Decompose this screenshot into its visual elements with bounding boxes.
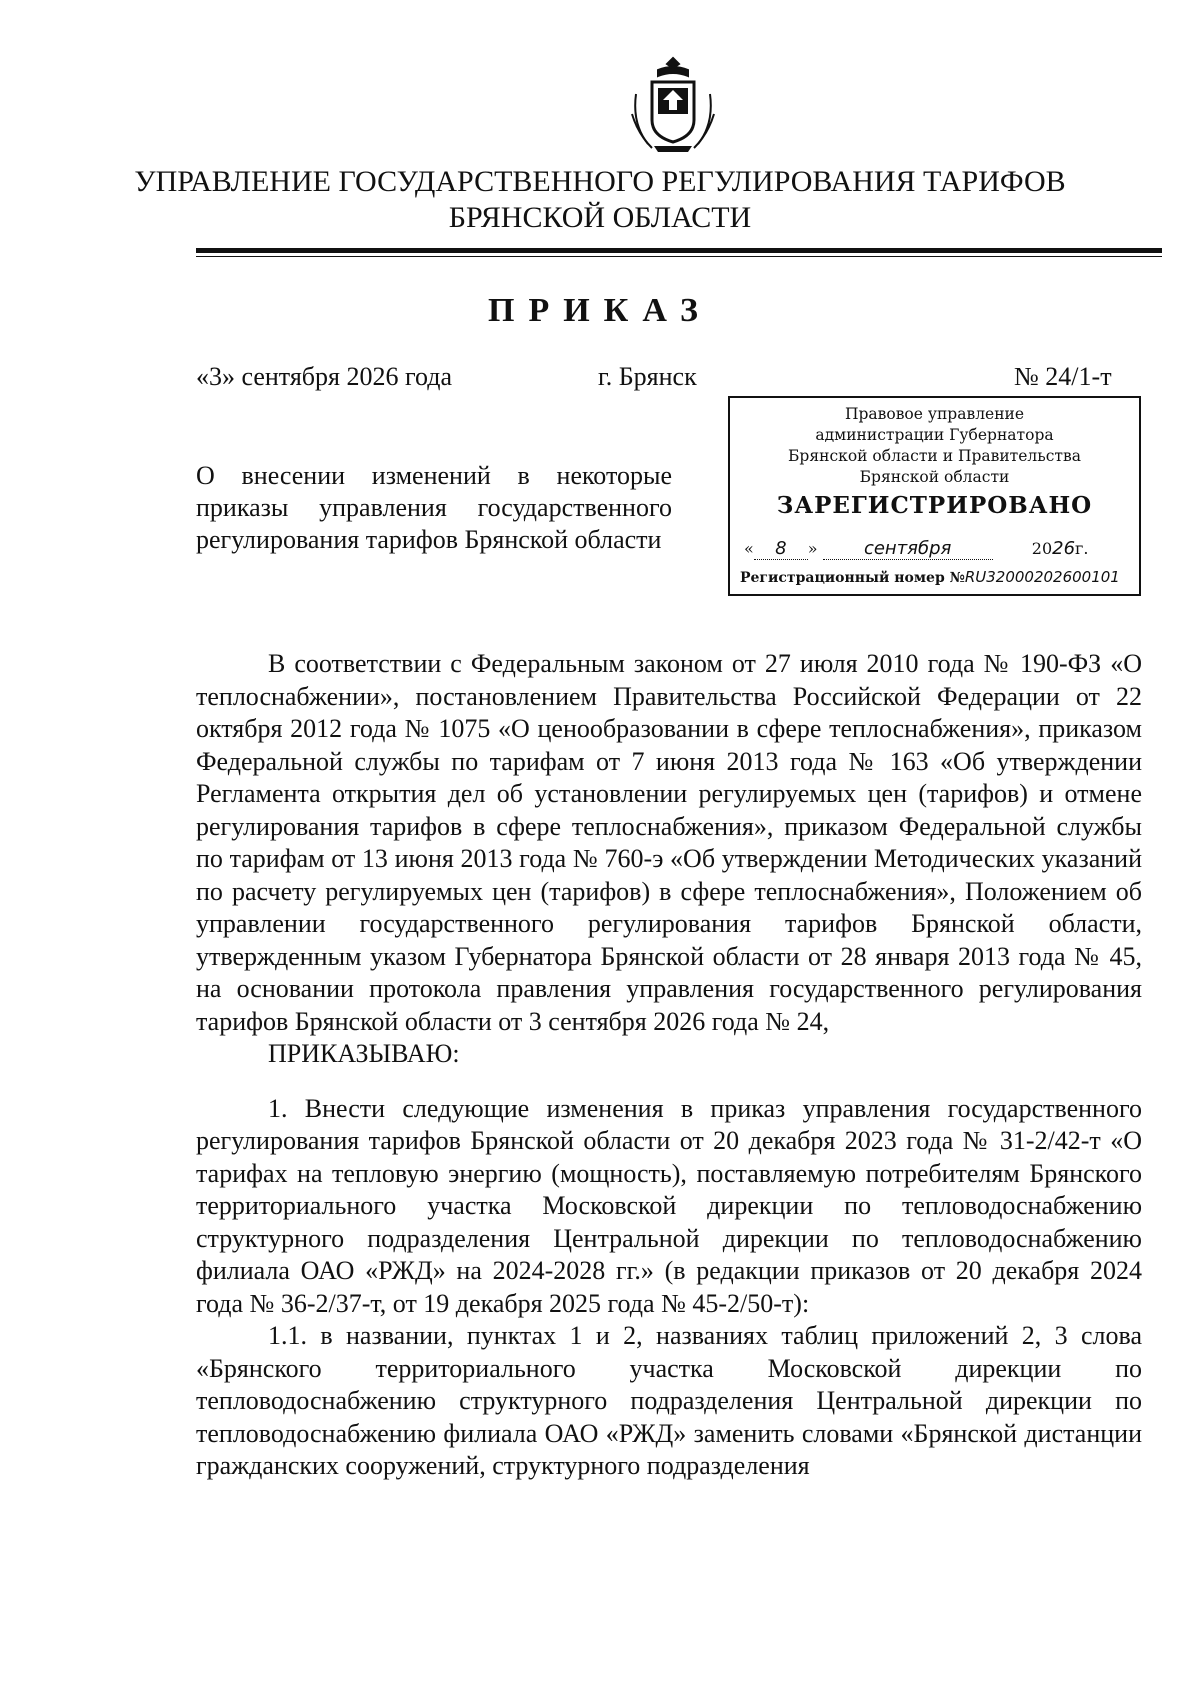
stamp-month: сентября [823,538,993,560]
order-word: ПРИКАЗЫВАЮ: [268,1039,460,1068]
org-line-1: УПРАВЛЕНИЕ ГОСУДАРСТВЕННОГО РЕГУЛИРОВАНИЯ ТАРИФОВ [134,165,1066,198]
stamp-reg-number: RU32000202600101 [964,568,1120,586]
item-1-1-paragraph: 1.1. в названии, пунктах 1 и 2, названиях таблиц приложений 2, 3 слова «Брянского территориального участка Московской дирекции по тепловодоснабжению структурного подразделения Центральной дирекции по тепловодоснабжению филиала ОАО «РЖД» заменить словами «Брянской дистанции гражданских сооружений, структурного подразделения [196,1321,1142,1480]
org-line-2: БРЯНСКОЙ ОБЛАСТИ [448,201,752,234]
order-subject: О внесении изменений в некоторые приказы управления государственного регулирования тарифов Брянской области [196,461,672,554]
document-type-title: ПРИКАЗ [488,292,712,329]
order-date: «3» сентября 2026 года [196,362,453,391]
stamp-line-4: Брянской области [859,468,1010,486]
order-city: г. Брянск [598,362,697,391]
stamp-year-unit: г. [1075,539,1089,558]
coat-of-arms-emblem [628,54,718,158]
organization-name [0,164,1200,236]
header-divider-thin [196,256,1162,257]
stamp-day: 8 [754,538,808,560]
stamp-line-1: Правовое управление [844,405,1025,423]
preamble-paragraph: В соответствии с Федеральным законом от 27 июля 2010 года № 190-ФЗ «О теплоснабжении», постановлением Правительства Российской Федерации от 22 октября 2012 года № 1075 «О ценообразовании в сфере теплоснабжения», приказом Федеральной службы по тарифам от 7 июня 2013 года № 163 «Об утверждении Регламента открытия дел об установлении регулируемых цен (тарифов) и отмене регулирования тарифов в сфере теплоснабжения», приказом Федеральной службы по тарифам от 13 июня 2013 года № 760-э «Об утверждении Методических указаний по расчету регулируемых цен (тарифов) в сфере теплоснабжения», Положением об управлении государственного регулирования тарифов Брянской области, утвержденным указом Губернатора Брянской области от 28 января 2013 года № 45, на основании протокола правления управления государственного регулирования тарифов Брянской области от 3 сентября 2026 года № 24, [196,649,1142,1036]
header-divider-thick [196,248,1162,253]
order-number: № 24/1-т [1014,362,1112,391]
registration-stamp [728,396,1141,596]
stamp-year-suffix: 26 [1052,538,1076,559]
stamp-reg-label: Регистрационный номер № [740,570,965,586]
stamp-line-3: Брянской области и Правительства [788,447,1081,465]
stamp-status: ЗАРЕГИСТРИРОВАНО [776,492,1093,519]
document-body [196,648,1142,1483]
stamp-year-prefix: 20 [1031,539,1053,558]
stamp-line-2: администрации Губернатора [815,426,1054,444]
stamp-date: « 8 » сентября 2026г. [744,538,1089,559]
item-1-paragraph: 1. Внести следующие изменения в приказ управления государственного регулирования тарифов Брянской области от 20 декабря 2023 года № 31-2/42-т «О тарифах на тепловую энергию (мощность), поставляемую потребителям Брянского территориального участка Московской дирекции по тепловодоснабжению структурного подразделения Центральной дирекции по тепловодоснабжению филиала ОАО «РЖД» на 2024-2028 гг.» (в редакции приказов от 20 декабря 2024 года № 36-2/37-т, от 19 декабря 2025 года № 45-2/50-т): [196,1093,1142,1318]
stamp-registration-number [740,568,1133,586]
